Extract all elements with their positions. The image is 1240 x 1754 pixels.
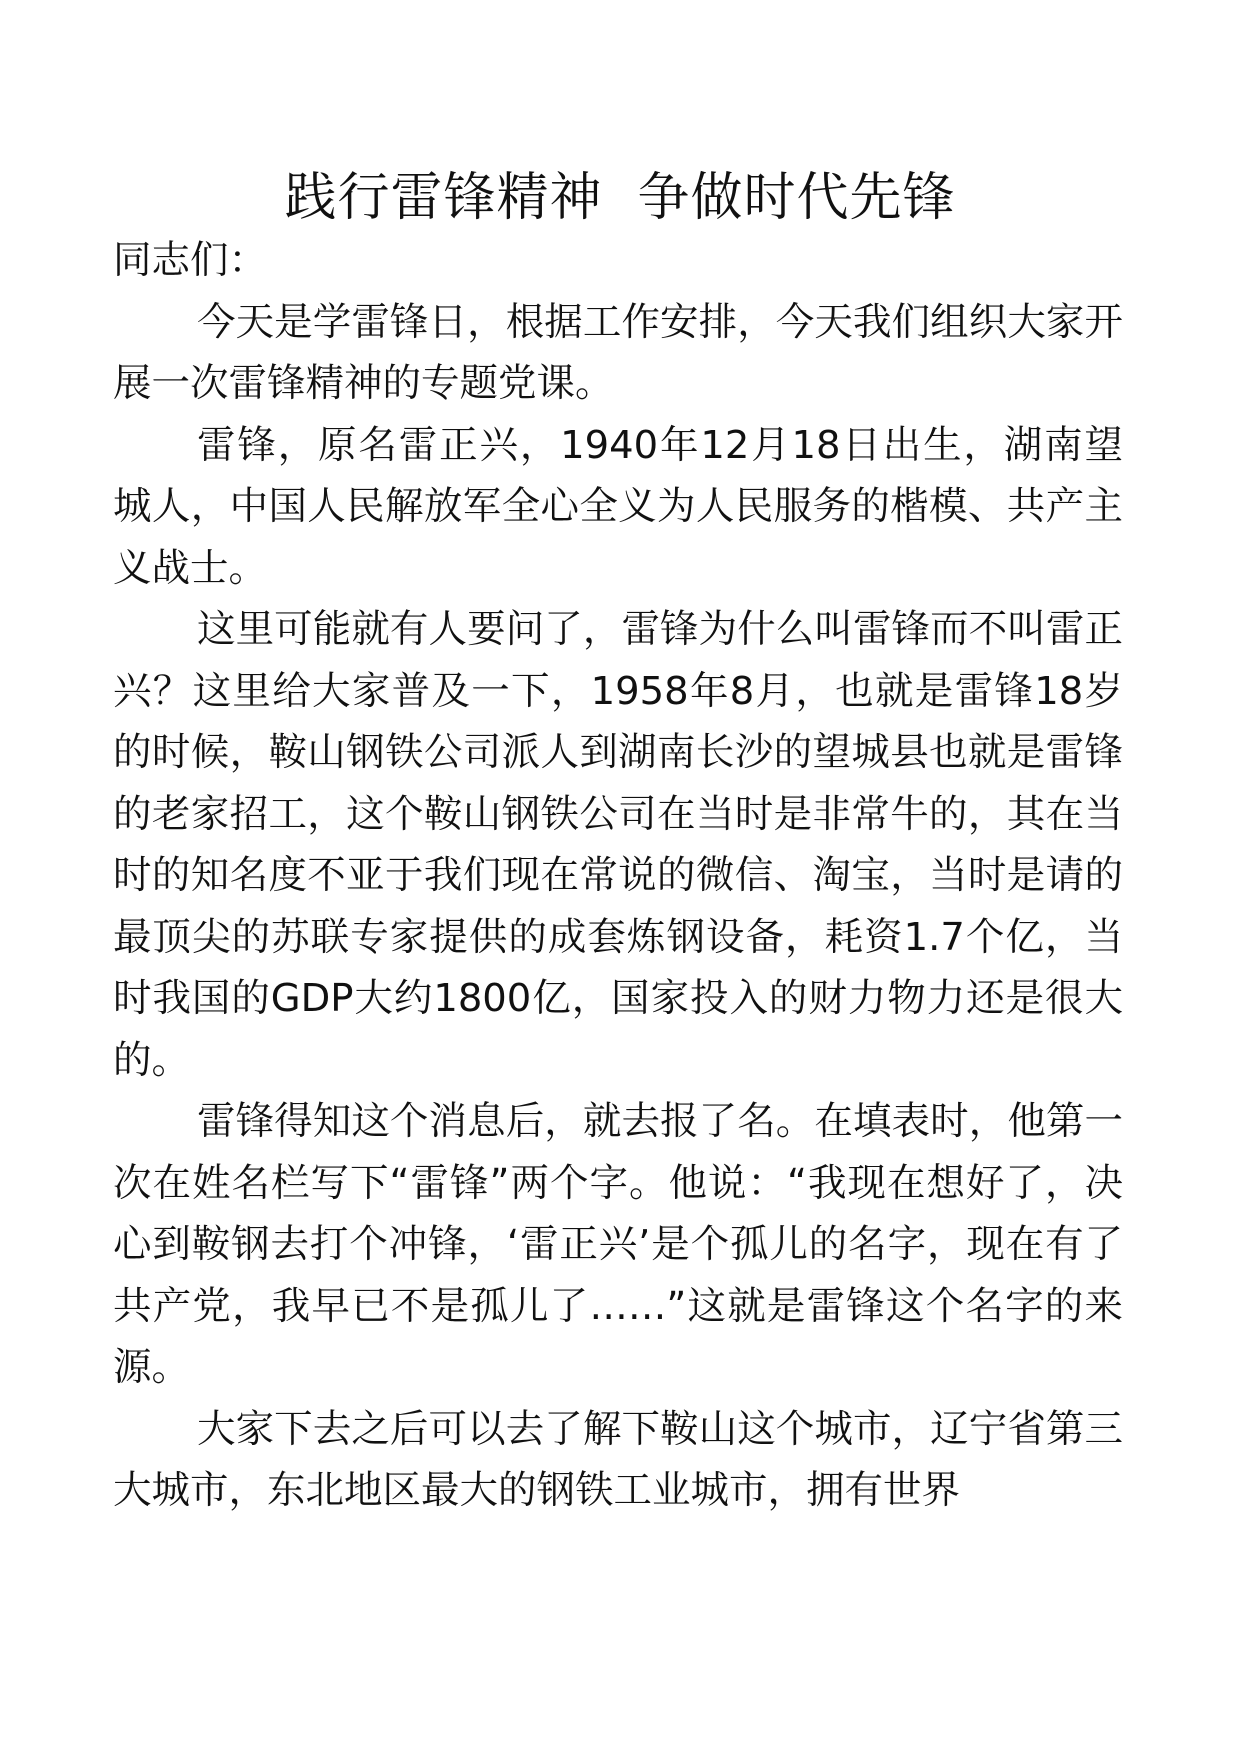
paragraph-3: 这里可能就有人要问了，雷锋为什么叫雷锋而不叫雷正兴？这里给大家普及一下，1958年8月，也就是雷锋18岁的时候，鞍山钢铁公司派人到湖南长沙的望城县也就是雷锋的老家招工，这个鞍山钢铁公司在当时是非常牛的，其在当时的知名度不亚于我们现在常说的微信、淘宝，当时是请的最顶尖的苏联专家提供的成套炼钢设备，耗资1.7个亿，当时我国的GDP大约1800亿，国家投入的财力物力还是很大的。 bbox=[113, 607, 1123, 1083]
paragraph-5: 大家下去之后可以去了解下鞍山这个城市，辽宁省第三大城市，东北地区最大的钢铁工业城市，拥有世界 bbox=[113, 1406, 1123, 1513]
document-body bbox=[113, 230, 1123, 1522]
paragraph-1: 今天是学雷锋日，根据工作安排，今天我们组织大家开展一次雷锋精神的专题党课。 bbox=[113, 299, 1123, 406]
paragraph-2: 雷锋，原名雷正兴，1940年12月18日出生，湖南望城人，中国人民解放军全心全义为人民服务的楷模、共产主义战士。 bbox=[113, 422, 1123, 591]
salutation: 同志们： bbox=[113, 238, 268, 283]
document-title: 践行雷锋精神 争做时代先锋 bbox=[284, 168, 956, 228]
paragraph-4: 雷锋得知这个消息后，就去报了名。在填表时，他第一次在姓名栏写下“雷锋”两个字。他说：“我现在想好了，决心到鞍钢去打个冲锋，‘雷正兴’是个孤儿的名字，现在有了共产党，我早已不是孤儿了……”这就是雷锋这个名字的来源。 bbox=[113, 1099, 1123, 1390]
